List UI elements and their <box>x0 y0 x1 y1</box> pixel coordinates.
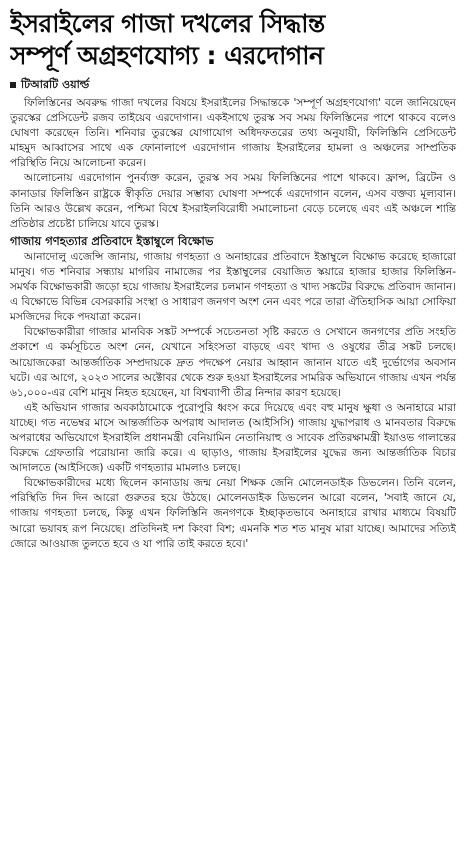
paragraph-6: বিক্ষোভকারীদের মধ্যে ছিলেন কানাডায় জন্ম নেয়া শিক্ষক জেনি মোলেনডাইক ডিভলেন। তিনি বলেন, পরিস্থিতি দিন দিন আরো গুরুতর হয়ে উঠছে। মোলেনডাইক ডিভলেন আরো বলেন, 'সবাই জানে যে, গাজায় গণহত্যা চলছে, কিন্তু এখন ফিলিস্তিনি জনগণকে ইচ্ছাকৃতভাবে অনাহারে রাখার মাধ্যমে বিষয়টি আরো ভয়াবহ রূপ নিয়েছে। প্রতিদিনই দশ কিংবা বিশ; এমনকি শত শত মানুষ মারা যাচ্ছে। আমাদের সত্যিই জোরে আওয়াজ তুলতে হবে ও যা পারি তাই করতে হবে।' <box>10 477 456 550</box>
paragraph-5: এই অভিযান গাজার অবকাঠামোকে পুরোপুরি ধ্বংস করে দিয়েছে এবং বহু মানুষ ক্ষুধা ও অনাহারে মারা যাচ্ছে। গত নভেম্বর মাসে আন্তর্জাতিক অপরাধ আদালত (আইসিসি) গাজায় যুদ্ধাপরাধ ও মানবতার বিরুদ্ধে অপরাধের অভিযোগে ইসরাইলি প্রধানমন্ত্রী বেনিয়ামিন নেতানিয়াহু ও সাবেক প্রতিরক্ষামন্ত্রী ইয়াওভ গালান্তের বিরুদ্ধে গ্রেফতারি পরোয়ানা জারি করে। এ ছাড়াও, গাজায় ইসরাইলের যুদ্ধের জন্য আন্তর্জাতিক বিচার আদালতে (আইসিজে) একটি গণহত্যার মামলাও চলছে। <box>10 401 456 475</box>
paragraph-4: বিক্ষোভকারীরা গাজার মানবিক সঙ্কট সম্পর্কে সচেতনতা সৃষ্টি করতে ও সেখানে জনগণের প্রতি সংহতি প্রকাশে এ কর্মসূচিতে অংশ নেন, যেখানে সহিংসতা বাড়ছে এবং খাদ্য ও ওষুধের তীব্র সঙ্কট চলছে। আয়োজকেরা আন্তর্জাতিক সম্প্রদায়কে দ্রুত পদক্ষেপ নেয়ার আহ্বান জানান যাতে এই দুর্ভোগের অবসান ঘটে। এর আগে, ২০২৩ সালের অক্টোবর থেকে শুরু হওয়া ইসরাইলের সামরিক অভিযানে গাজায় এখন পর্যন্ত ৬১,০০০-এর বেশি মানুষ নিহত হয়েছেন, যা বিশ্বব্যাপী তীব্র নিন্দার কারণ হয়েছে। <box>10 326 456 399</box>
paragraph-2: আলোচনায় এরদোগান পুনর্ব্যক্ত করেন, তুরস্ক সব সময় ফিলিস্তিনের পাশে থাকবে। ফ্রান্স, ব্রিটেন ও কানাডার ফিলিস্তিন রাষ্ট্রকে স্বীকৃতি দেয়ার সম্ভাব্য ঘোষণা সম্পর্কে এরদোগান বলেন, এসব বক্তব্য মূল্যবান। তিনি আরও উল্লেখ করেন, পশ্চিমা বিশ্বে ইসরাইলবিরোধী সমালোচনা বেড়ে চলেছে এবং এই অঞ্চলে শান্তি প্রতিষ্ঠার প্রচেষ্টা চালিয়ে যাবে তুরস্ক। <box>10 172 456 230</box>
byline <box>10 78 456 92</box>
subheading: গাজায় গণহত্যার প্রতিবাদে ইস্তাম্বুলে বিক্ষোভ <box>10 233 214 248</box>
paragraph-1: ফিলিস্তিনের অবরুদ্ধ গাজা দখলের বিষয়ে ইসরাইলের সিদ্ধান্তকে 'সম্পূর্ণ অগ্রহণযোগ্য' বলে জানিয়েছেন তুরস্কের প্রেসিডেন্ট রজব তাইয়েব এরদোগান। একইসাথে তুরস্ক সব সময় ফিলিস্তিনের পাশে থাকবে বলেও ঘোষণা করেছেন তিনি। শনিবার তুরস্কের যোগাযোগ অধিদফতরের তথ্য অনুযায়ী, ফিলিস্তিনি প্রেসিডেন্ট মাহমুদ আব্বাসের সাথে এক ফোনালাপে এরদোগান গাজায় ইসরাইলের হামলা ও অঞ্চলের সাম্প্রতিক পরিস্থিতি নিয়ে আলোচনা করেন। <box>10 97 456 170</box>
paragraph-3: আনাদোলু এজেন্সি জানায়, গাজায় গণহত্যা ও অনাহারের প্রতিবাদে ইস্তাম্বুলে বিক্ষোভ করেছে হাজারো মানুষ। গত শনিবার সন্ধ্যায় মাগরিব নামাজের পর ইস্তাম্বুলের বেয়াজিত স্কয়ারে হাজার হাজার ফিলিস্তিন-সমর্থক বিক্ষোভকারী জড়ো হয়ে গাজায় ইসরাইলের চলমান গণহত্যা ও খাদ্য সঙ্কটের বিরুদ্ধে প্রতিবাদ জানান। এ বিক্ষোভে বিভিন্ন বেসরকারি সংস্থা ও সাধারণ জনগণ অংশ নেন এবং পরে তারা ঐতিহাসিক আয়া সোফিয়া মসজিদের দিকে পদযাত্রা করেন। <box>10 250 456 324</box>
square-bullet-icon <box>10 82 16 88</box>
article-body <box>10 96 456 552</box>
headline-line-2: সম্পূর্ণ অগ্রহণযোগ্য : এরদোগান <box>10 41 324 70</box>
headline <box>10 8 456 72</box>
headline-line-1: ইসরাইলের গাজা দখলের সিদ্ধান্ত <box>10 9 325 38</box>
byline-source: টিআরটি ওয়ার্ল্ড <box>21 78 90 91</box>
